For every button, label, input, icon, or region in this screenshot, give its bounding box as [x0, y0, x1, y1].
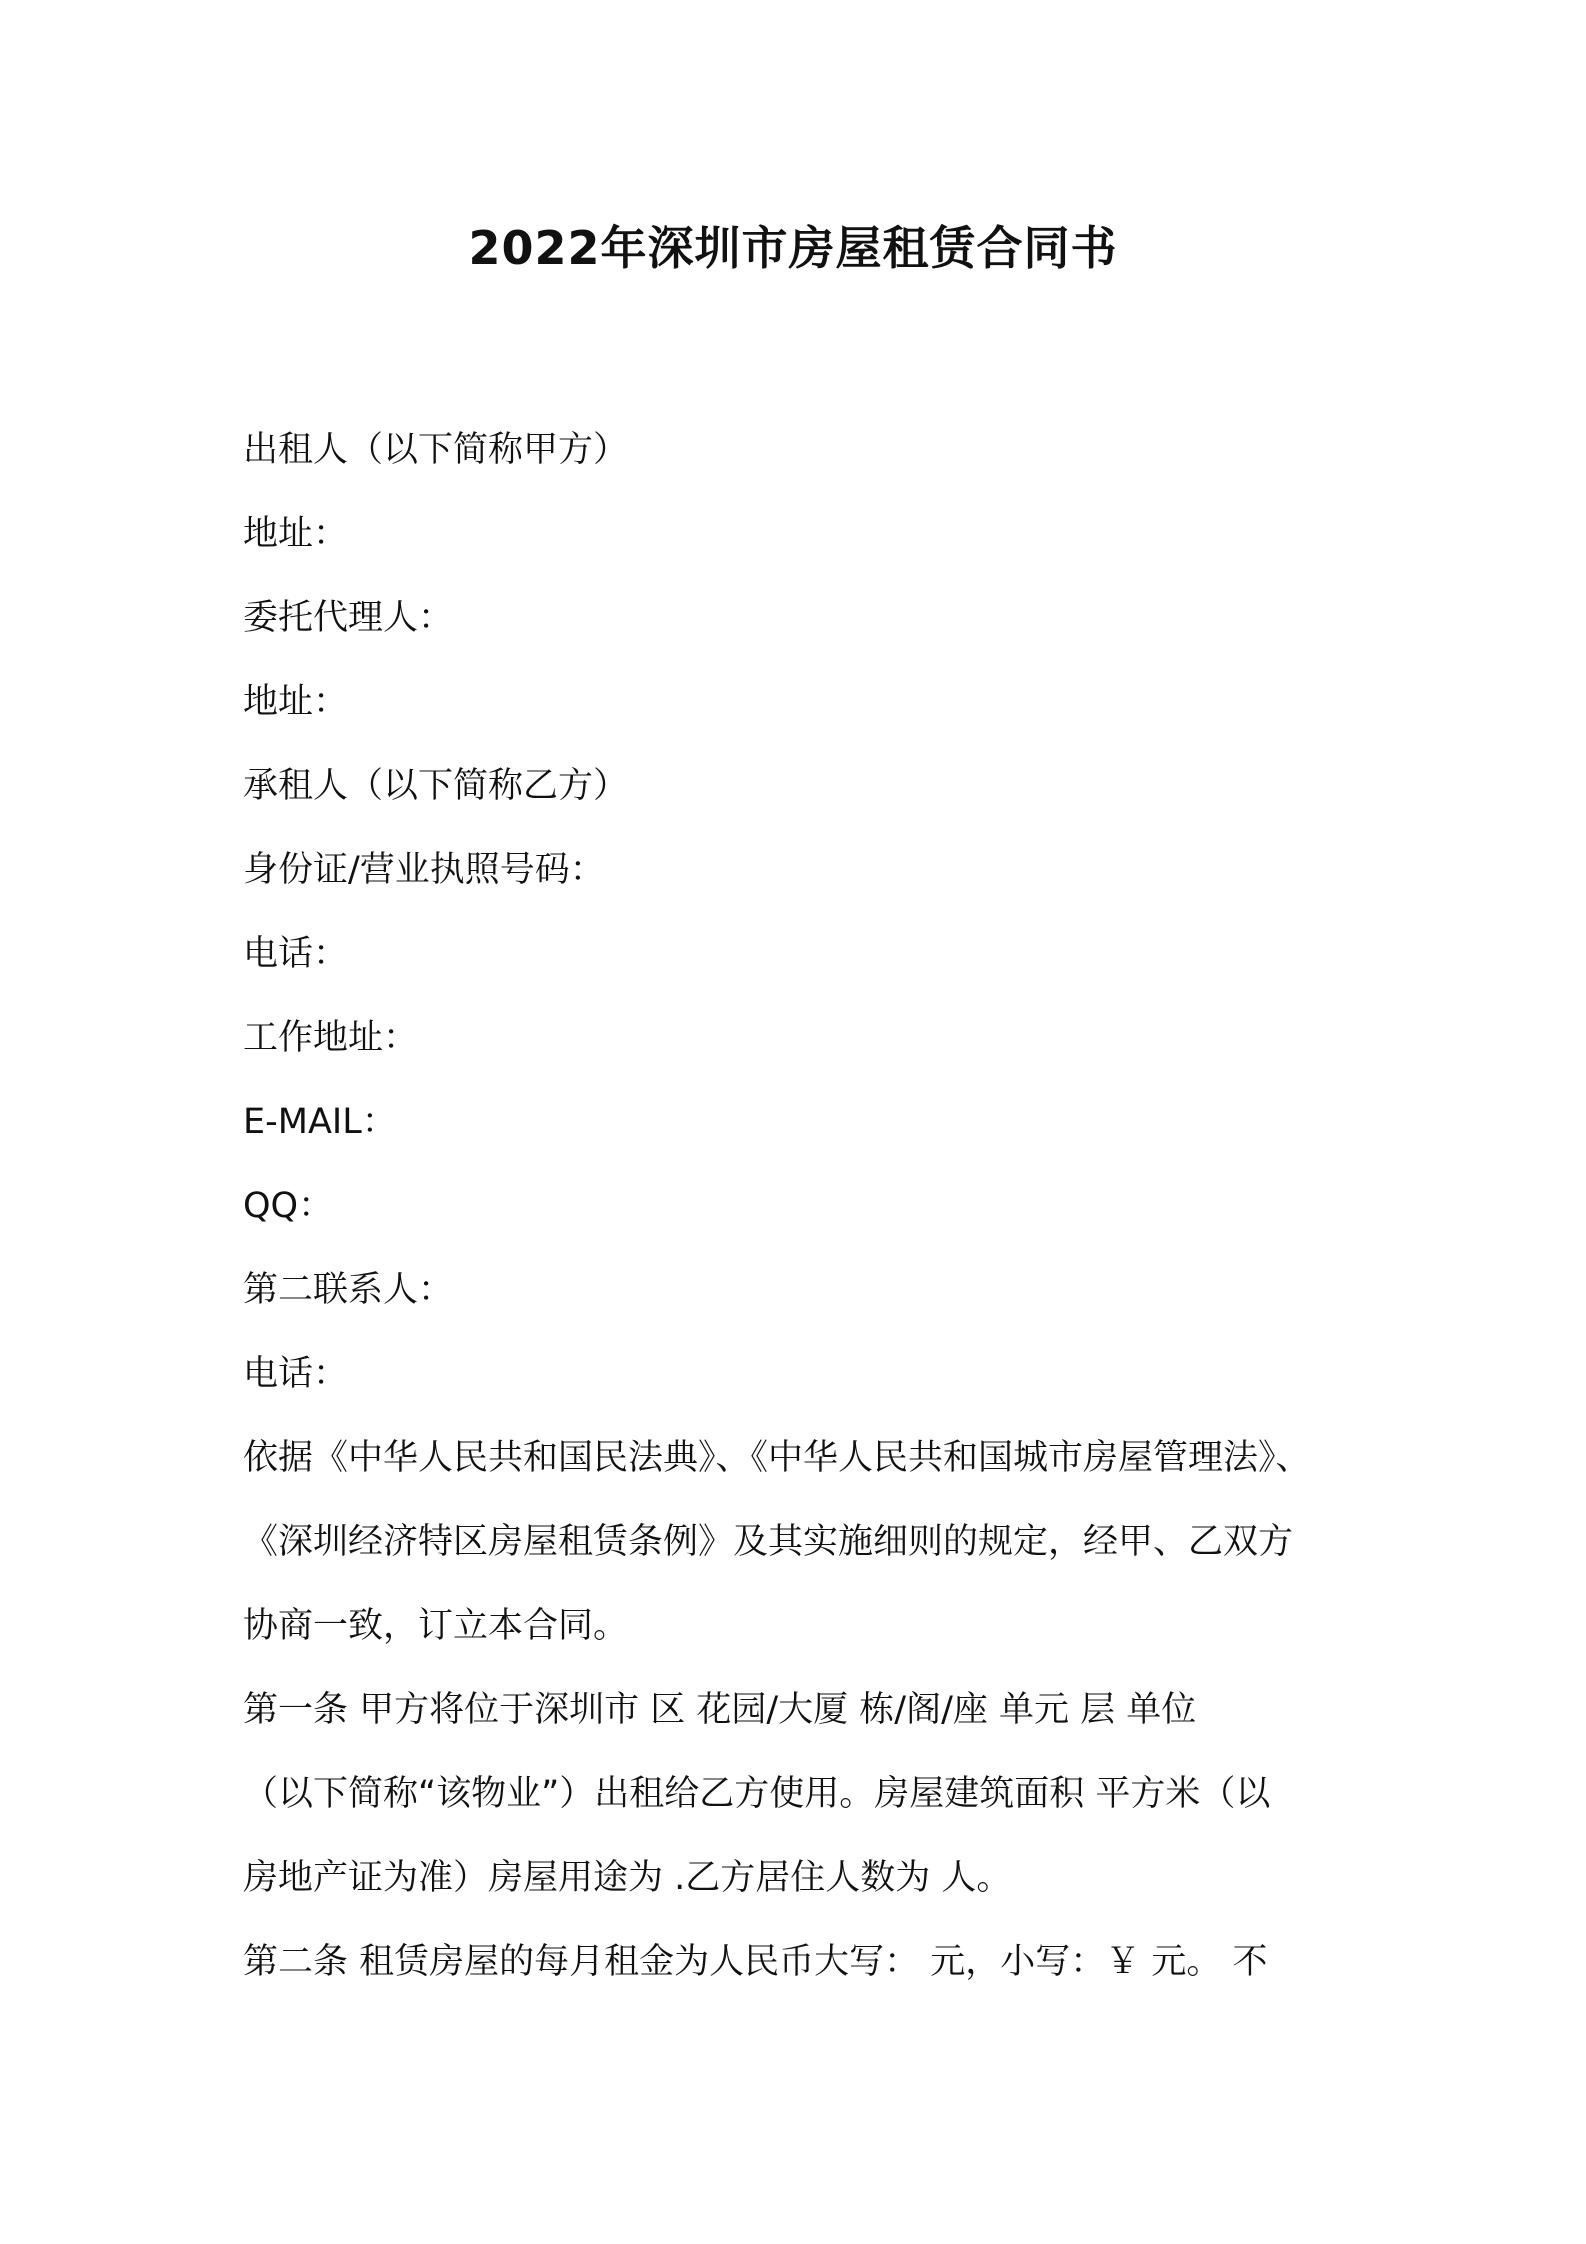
second-contact-phone-label: 电话：	[243, 1354, 349, 1394]
paragraph-line: 依据《中华人民共和国民法典》、《中华人民共和国城市房屋管理法》、	[243, 1438, 1311, 1478]
paragraph-line: 《深圳经济特区房屋租赁条例》及其实施细则的规定，经甲、乙双方	[243, 1522, 1294, 1562]
agent-label: 委托代理人：	[243, 598, 454, 638]
lessor-address-label: 地址：	[243, 514, 349, 554]
email-label: E-MAIL：	[243, 1102, 397, 1142]
document-title: 2022年深圳市房屋租赁合同书	[468, 221, 1118, 275]
qq-label: QQ：	[243, 1186, 334, 1226]
paragraph-line: 房地产证为准）房屋用途为 .乙方居住人数为 人。	[243, 1858, 1012, 1898]
document-body	[243, 408, 1373, 2004]
paragraph-line: 协商一致，订立本合同。	[243, 1606, 629, 1646]
agent-address-label: 地址：	[243, 682, 349, 722]
article-two-paragraph	[243, 1920, 1373, 2004]
second-contact-label: 第二联系人：	[243, 1270, 454, 1310]
paragraph-line: 第一条 甲方将位于深圳市 区 花园/大厦 栋/阁/座 单元 层 单位	[243, 1690, 1197, 1730]
lessee-label: 承租人（以下简称乙方）	[243, 766, 629, 806]
lessor-label: 出租人（以下简称甲方）	[243, 430, 629, 470]
paragraph-line: （以下简称“该物业”）出租给乙方使用。房屋建筑面积 平方米（以	[243, 1774, 1271, 1814]
work-address-label: 工作地址：	[243, 1018, 419, 1058]
phone-label: 电话：	[243, 934, 349, 974]
article-one-paragraph	[243, 1668, 1373, 1920]
paragraph-line: 第二条 租赁房屋的每月租金为人民币大写： 元，小写：￥ 元。 不	[243, 1942, 1268, 1982]
id-number-label: 身份证/营业执照号码：	[243, 850, 605, 890]
legal-basis-paragraph	[243, 1416, 1373, 1668]
